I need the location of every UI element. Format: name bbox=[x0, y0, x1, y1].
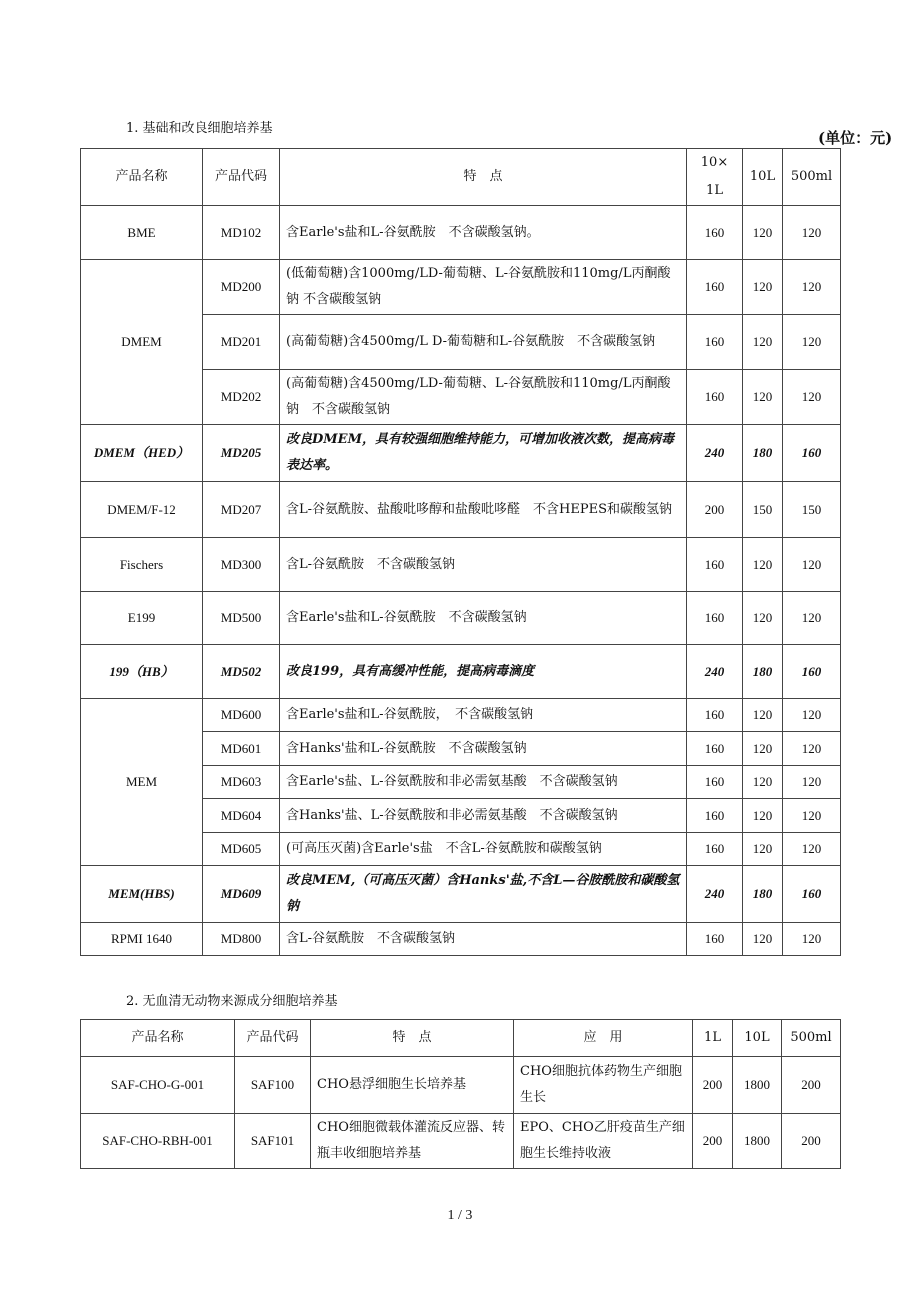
price-500ml: 120 bbox=[783, 206, 841, 260]
product-name: SAF-CHO-RBH-001 bbox=[81, 1114, 235, 1169]
product-feature: 改良DMEM，具有较强细胞维持能力，可增加收液次数，提高病毒表达率。 bbox=[280, 425, 687, 482]
header-10l: 10L bbox=[743, 149, 783, 206]
product-code: MD600 bbox=[203, 699, 280, 732]
product-feature: (低葡萄糖)含1000mg/LD-葡萄糖、L-谷氨酰胺和110mg/L丙酮酸钠 不含碳酸氢钠 bbox=[280, 260, 687, 315]
table-row bbox=[81, 260, 841, 315]
product-code: MD609 bbox=[203, 866, 280, 923]
table-row bbox=[81, 645, 841, 699]
product-feature: 含L-谷氨酰胺 不含碳酸氢钠 bbox=[280, 538, 687, 592]
price-10x1l: 160 bbox=[687, 732, 743, 766]
price-10x1l: 160 bbox=[687, 538, 743, 592]
product-application: EPO、CHO乙肝疫苗生产细胞生长维持收液 bbox=[514, 1114, 693, 1169]
section-1-title: 1. 基础和改良细胞培养基 bbox=[126, 121, 273, 136]
price-10x1l: 160 bbox=[687, 799, 743, 833]
product-application: CHO细胞抗体药物生产细胞生长 bbox=[514, 1057, 693, 1114]
table-row bbox=[81, 923, 841, 956]
table-header-row bbox=[81, 149, 841, 206]
product-feature: 含L-谷氨酰胺、盐酸吡哆醇和盐酸吡哆醛 不含HEPES和碳酸氢钠 bbox=[280, 482, 687, 538]
price-10l: 180 bbox=[743, 645, 783, 699]
price-10l: 120 bbox=[743, 206, 783, 260]
price-10l: 1800 bbox=[733, 1057, 782, 1114]
header-500ml: 500ml bbox=[783, 149, 841, 206]
header-feature: 特 点 bbox=[311, 1020, 514, 1057]
product-feature: (高葡萄糖)含4500mg/L D-葡萄糖和L-谷氨酰胺 不含碳酸氢钠 bbox=[280, 315, 687, 370]
product-name: SAF-CHO-G-001 bbox=[81, 1057, 235, 1114]
price-500ml: 120 bbox=[783, 923, 841, 956]
price-10x1l: 160 bbox=[687, 923, 743, 956]
table-row bbox=[81, 1114, 841, 1169]
price-1l: 200 bbox=[693, 1057, 733, 1114]
product-code: MD502 bbox=[203, 645, 280, 699]
product-feature: CHO悬浮细胞生长培养基 bbox=[311, 1057, 514, 1114]
product-code: SAF100 bbox=[235, 1057, 311, 1114]
price-500ml: 120 bbox=[783, 732, 841, 766]
product-code: MD300 bbox=[203, 538, 280, 592]
product-code: MD605 bbox=[203, 833, 280, 866]
product-name: RPMI 1640 bbox=[81, 923, 203, 956]
product-name: MEM(HBS) bbox=[81, 866, 203, 923]
header-name: 产品名称 bbox=[81, 1020, 235, 1057]
price-10x1l: 160 bbox=[687, 766, 743, 799]
price-500ml: 120 bbox=[783, 260, 841, 315]
product-code: SAF101 bbox=[235, 1114, 311, 1169]
header-feature: 特 点 bbox=[280, 149, 687, 206]
product-feature: 含Earle's盐和L-谷氨酰胺 不含碳酸氢钠 bbox=[280, 592, 687, 645]
product-feature: (高葡萄糖)含4500mg/LD-葡萄糖、L-谷氨酰胺和110mg/L丙酮酸钠 不含碳酸氢钠 bbox=[280, 370, 687, 425]
price-10l: 120 bbox=[743, 799, 783, 833]
basic-media-price-table bbox=[80, 148, 841, 956]
table-row bbox=[81, 866, 841, 923]
page-number: 1 / 3 bbox=[447, 1208, 473, 1223]
product-name: Fischers bbox=[81, 538, 203, 592]
price-10x1l: 160 bbox=[687, 315, 743, 370]
price-10l: 120 bbox=[743, 833, 783, 866]
product-name: E199 bbox=[81, 592, 203, 645]
price-10x1l: 160 bbox=[687, 833, 743, 866]
price-500ml: 120 bbox=[783, 799, 841, 833]
serum-free-media-price-table bbox=[80, 1019, 841, 1169]
price-10l: 120 bbox=[743, 370, 783, 425]
product-code: MD201 bbox=[203, 315, 280, 370]
price-10l: 120 bbox=[743, 592, 783, 645]
price-500ml: 120 bbox=[783, 538, 841, 592]
price-10l: 120 bbox=[743, 766, 783, 799]
price-10l: 180 bbox=[743, 866, 783, 923]
table-row bbox=[81, 206, 841, 260]
table-header-row bbox=[81, 1020, 841, 1057]
product-feature: (可高压灭菌)含Earle's盐 不含L-谷氨酰胺和碳酸氢钠 bbox=[280, 833, 687, 866]
price-1l: 200 bbox=[693, 1114, 733, 1169]
product-code: MD202 bbox=[203, 370, 280, 425]
section-2-title: 2. 无血清无动物来源成分细胞培养基 bbox=[126, 994, 338, 1009]
table-row bbox=[81, 1057, 841, 1114]
price-10l: 1800 bbox=[733, 1114, 782, 1169]
header-application: 应 用 bbox=[514, 1020, 693, 1057]
price-500ml: 120 bbox=[783, 592, 841, 645]
header-10l: 10L bbox=[733, 1020, 782, 1057]
price-500ml: 160 bbox=[783, 425, 841, 482]
product-name: BME bbox=[81, 206, 203, 260]
price-10x1l: 160 bbox=[687, 592, 743, 645]
unit-label: (单位：元) bbox=[818, 129, 893, 147]
product-code: MD800 bbox=[203, 923, 280, 956]
price-10l: 180 bbox=[743, 425, 783, 482]
product-code: MD205 bbox=[203, 425, 280, 482]
table-row bbox=[81, 425, 841, 482]
price-500ml: 200 bbox=[782, 1057, 841, 1114]
price-10l: 120 bbox=[743, 315, 783, 370]
product-code: MD102 bbox=[203, 206, 280, 260]
header-name: 产品名称 bbox=[81, 149, 203, 206]
product-name: 199（HB） bbox=[81, 645, 203, 699]
header-code: 产品代码 bbox=[235, 1020, 311, 1057]
price-10x1l: 240 bbox=[687, 425, 743, 482]
table-row bbox=[81, 538, 841, 592]
price-10x1l: 200 bbox=[687, 482, 743, 538]
price-10l: 120 bbox=[743, 732, 783, 766]
price-10l: 120 bbox=[743, 923, 783, 956]
product-name: DMEM/F-12 bbox=[81, 482, 203, 538]
price-500ml: 120 bbox=[783, 370, 841, 425]
product-feature: CHO细胞微载体灌流反应器、转瓶丰收细胞培养基 bbox=[311, 1114, 514, 1169]
product-feature: 改良199，具有高缓冲性能，提高病毒滴度 bbox=[280, 645, 687, 699]
product-feature: 含Earle's盐和L-谷氨酰胺 不含碳酸氢钠。 bbox=[280, 206, 687, 260]
price-500ml: 120 bbox=[783, 833, 841, 866]
price-10x1l: 240 bbox=[687, 645, 743, 699]
product-feature: 含L-谷氨酰胺 不含碳酸氢钠 bbox=[280, 923, 687, 956]
price-10x1l: 160 bbox=[687, 260, 743, 315]
product-code: MD207 bbox=[203, 482, 280, 538]
price-500ml: 120 bbox=[783, 699, 841, 732]
header-1l: 1L bbox=[693, 1020, 733, 1057]
price-10x1l: 160 bbox=[687, 370, 743, 425]
product-code: MD200 bbox=[203, 260, 280, 315]
price-500ml: 120 bbox=[783, 766, 841, 799]
product-code: MD604 bbox=[203, 799, 280, 833]
price-500ml: 150 bbox=[783, 482, 841, 538]
header-10x1l: 10× 1L bbox=[687, 149, 743, 206]
price-10l: 120 bbox=[743, 538, 783, 592]
table-row bbox=[81, 482, 841, 538]
product-feature: 含Earle's盐、L-谷氨酰胺和非必需氨基酸 不含碳酸氢钠 bbox=[280, 766, 687, 799]
header-code: 产品代码 bbox=[203, 149, 280, 206]
price-10x1l: 160 bbox=[687, 699, 743, 732]
header-500ml: 500ml bbox=[782, 1020, 841, 1057]
price-10l: 150 bbox=[743, 482, 783, 538]
price-10x1l: 240 bbox=[687, 866, 743, 923]
table-row bbox=[81, 592, 841, 645]
product-feature: 含Hanks'盐、L-谷氨酰胺和非必需氨基酸 不含碳酸氢钠 bbox=[280, 799, 687, 833]
product-name: DMEM bbox=[81, 260, 203, 425]
price-500ml: 160 bbox=[783, 866, 841, 923]
price-500ml: 160 bbox=[783, 645, 841, 699]
product-feature: 改良MEM,（可高压灭菌）含Hanks'盐,不含L—谷胺酰胺和碳酸氢钠 bbox=[280, 866, 687, 923]
price-500ml: 120 bbox=[783, 315, 841, 370]
table-row bbox=[81, 699, 841, 732]
price-500ml: 200 bbox=[782, 1114, 841, 1169]
product-name: MEM bbox=[81, 699, 203, 866]
price-10l: 120 bbox=[743, 699, 783, 732]
product-feature: 含Hanks'盐和L-谷氨酰胺 不含碳酸氢钠 bbox=[280, 732, 687, 766]
product-name: DMEM（HED） bbox=[81, 425, 203, 482]
product-code: MD601 bbox=[203, 732, 280, 766]
price-10l: 120 bbox=[743, 260, 783, 315]
product-feature: 含Earle's盐和L-谷氨酰胺， 不含碳酸氢钠 bbox=[280, 699, 687, 732]
product-code: MD603 bbox=[203, 766, 280, 799]
price-10x1l: 160 bbox=[687, 206, 743, 260]
product-code: MD500 bbox=[203, 592, 280, 645]
